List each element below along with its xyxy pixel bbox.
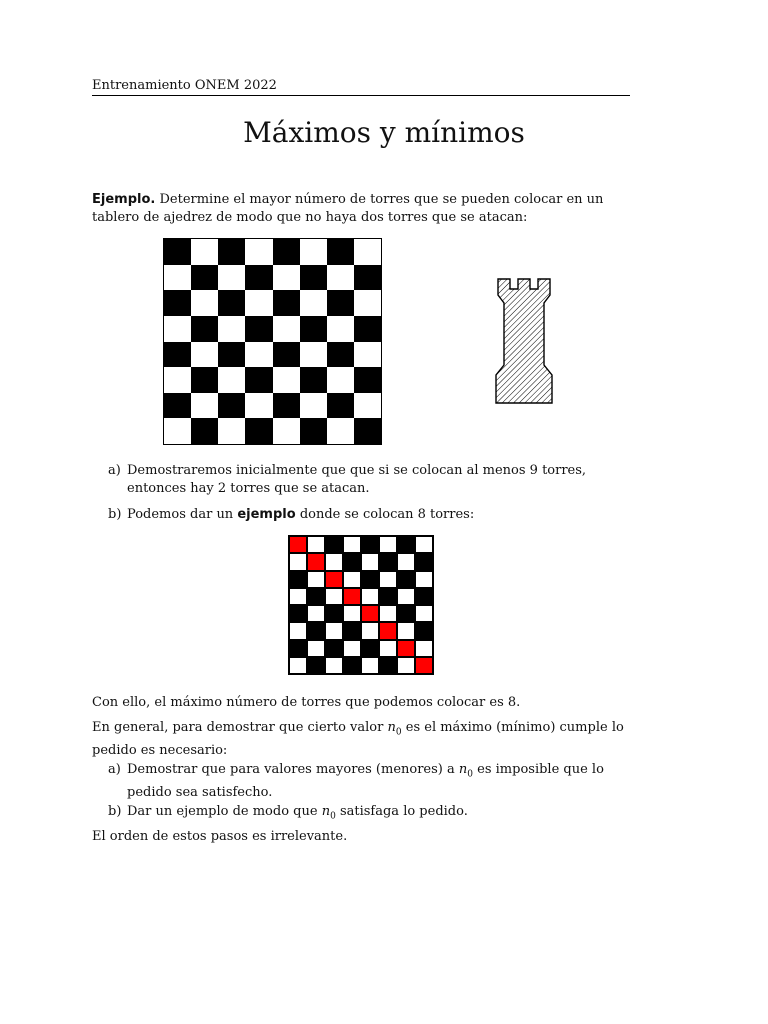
final-text: El orden de estos pasos es irrelevante.: [92, 829, 348, 844]
board-square: [397, 605, 415, 622]
board-square: [300, 265, 327, 291]
item-label: a): [108, 762, 121, 777]
board-square: [354, 265, 381, 291]
board-square: [218, 265, 245, 291]
chessboard: [163, 238, 382, 445]
board-square: [415, 605, 433, 622]
rook-square: [361, 605, 379, 622]
board-square: [361, 622, 379, 639]
board-square: [379, 571, 397, 588]
board-square: [245, 265, 272, 291]
board-square: [397, 588, 415, 605]
board-square: [397, 536, 415, 553]
rook-square: [325, 571, 343, 588]
board-square: [191, 342, 218, 368]
board-square: [354, 393, 381, 419]
board-square: [327, 239, 354, 265]
board-square: [361, 553, 379, 570]
board-square: [245, 418, 272, 444]
variable-n0: $n_0$: [387, 720, 402, 738]
board-square: [325, 640, 343, 657]
rook-square: [343, 588, 361, 605]
board-square: [191, 239, 218, 265]
item-text: Podemos dar un ejemplo donde se colocan 8 torres:: [127, 507, 475, 522]
board-square: [218, 342, 245, 368]
item-label: a): [108, 463, 121, 478]
board-square: [327, 393, 354, 419]
board-square: [289, 571, 307, 588]
board-square: [397, 622, 415, 639]
board-square: [300, 316, 327, 342]
board-square: [354, 418, 381, 444]
board-square: [327, 316, 354, 342]
board-square: [415, 588, 433, 605]
board-square: [164, 290, 191, 316]
board-square: [361, 588, 379, 605]
board-square: [289, 640, 307, 657]
board-square: [164, 342, 191, 368]
board-square: [379, 553, 397, 570]
conclusion-text: Con ello, el máximo número de torres que podemos colocar es 8.: [92, 695, 521, 710]
board-square: [245, 393, 272, 419]
general-paragraph: En general, para demostrar que cierto valor $n_0$ es el máximo (mínimo) cumple lo pedido es necesario:: [92, 720, 624, 758]
board-square: [191, 265, 218, 291]
example-paragraph: [92, 191, 632, 227]
board-square: [300, 342, 327, 368]
board-square: [273, 290, 300, 316]
board-square: [325, 622, 343, 639]
rook-square: [415, 657, 433, 674]
board-square: [397, 553, 415, 570]
board-square: [397, 657, 415, 674]
board-square: [327, 418, 354, 444]
board-square: [307, 605, 325, 622]
board-square: [354, 342, 381, 368]
header-text: Entrenamiento ONEM 2022: [92, 78, 277, 93]
board-square: [327, 290, 354, 316]
header-rule: [92, 95, 630, 96]
item-text: Dar un ejemplo de modo que $n_0$ satisfaga lo pedido.: [127, 804, 468, 822]
rook-square: [379, 622, 397, 639]
rook-icon: [486, 275, 562, 411]
board-square: [218, 290, 245, 316]
board-square: [191, 367, 218, 393]
board-square: [415, 553, 433, 570]
board-square: [245, 367, 272, 393]
board-square: [343, 553, 361, 570]
board-square: [361, 640, 379, 657]
board-square: [164, 239, 191, 265]
board-square: [361, 536, 379, 553]
board-square: [307, 571, 325, 588]
board-square: [307, 640, 325, 657]
board-square: [245, 316, 272, 342]
board-square: [273, 418, 300, 444]
board-square: [300, 418, 327, 444]
board-square: [289, 622, 307, 639]
board-square: [245, 342, 272, 368]
item-text: Demostraremos inicialmente que que si se colocan al menos 9 torres, entonces hay 2 torres que se atacan.: [127, 463, 587, 496]
board-square: [273, 367, 300, 393]
board-square: [300, 393, 327, 419]
board-square: [289, 588, 307, 605]
board-square: [379, 640, 397, 657]
board-square: [397, 571, 415, 588]
example-label: Ejemplo.: [92, 192, 156, 207]
board-square: [164, 367, 191, 393]
board-square: [354, 290, 381, 316]
board-square: [191, 418, 218, 444]
board-square: [218, 367, 245, 393]
board-square: [327, 265, 354, 291]
board-square: [164, 265, 191, 291]
board-square: [307, 657, 325, 674]
board-square: [273, 316, 300, 342]
board-square: [218, 316, 245, 342]
board-square: [343, 605, 361, 622]
board-square: [245, 290, 272, 316]
board-square: [327, 342, 354, 368]
board-square: [379, 657, 397, 674]
rook-square: [307, 553, 325, 570]
board-square: [325, 536, 343, 553]
board-square: [164, 316, 191, 342]
board-square: [343, 571, 361, 588]
item-label: b): [108, 804, 122, 819]
board-square: [273, 239, 300, 265]
board-square: [415, 622, 433, 639]
rook-square: [397, 640, 415, 657]
board-square: [300, 367, 327, 393]
board-square: [379, 588, 397, 605]
board-square: [379, 605, 397, 622]
solution-board: [288, 535, 434, 675]
board-square: [354, 239, 381, 265]
bold-ejemplo: ejemplo: [237, 507, 296, 522]
board-square: [289, 657, 307, 674]
board-square: [325, 657, 343, 674]
item-label: b): [108, 507, 122, 522]
board-square: [273, 393, 300, 419]
board-square: [327, 367, 354, 393]
board-square: [218, 393, 245, 419]
board-square: [218, 418, 245, 444]
board-square: [325, 605, 343, 622]
board-square: [343, 640, 361, 657]
board-square: [164, 418, 191, 444]
board-square: [415, 571, 433, 588]
board-square: [343, 622, 361, 639]
board-square: [300, 290, 327, 316]
board-square: [191, 316, 218, 342]
page-title: Máximos y mínimos: [243, 116, 525, 149]
board-square: [415, 640, 433, 657]
board-square: [164, 393, 191, 419]
board-square: [415, 536, 433, 553]
board-square: [191, 393, 218, 419]
board-square: [273, 342, 300, 368]
board-square: [379, 536, 397, 553]
board-square: [245, 239, 272, 265]
board-square: [354, 316, 381, 342]
board-square: [361, 571, 379, 588]
board-square: [343, 657, 361, 674]
item-text: Demostrar que para valores mayores (menores) a $n_0$ es imposible que lo pedido sea satisfecho.: [127, 762, 604, 800]
board-square: [289, 605, 307, 622]
board-square: [361, 657, 379, 674]
board-square: [325, 553, 343, 570]
board-square: [300, 239, 327, 265]
board-square: [307, 588, 325, 605]
board-square: [307, 622, 325, 639]
board-square: [218, 239, 245, 265]
board-square: [343, 536, 361, 553]
board-square: [289, 553, 307, 570]
rook-square: [289, 536, 307, 553]
board-square: [273, 265, 300, 291]
example-text: Determine el mayor número de torres que se pueden colocar en un tablero de ajedrez de modo que no haya dos torres que se atacan:: [92, 192, 604, 225]
board-square: [354, 367, 381, 393]
board-square: [191, 290, 218, 316]
board-square: [325, 588, 343, 605]
board-square: [307, 536, 325, 553]
